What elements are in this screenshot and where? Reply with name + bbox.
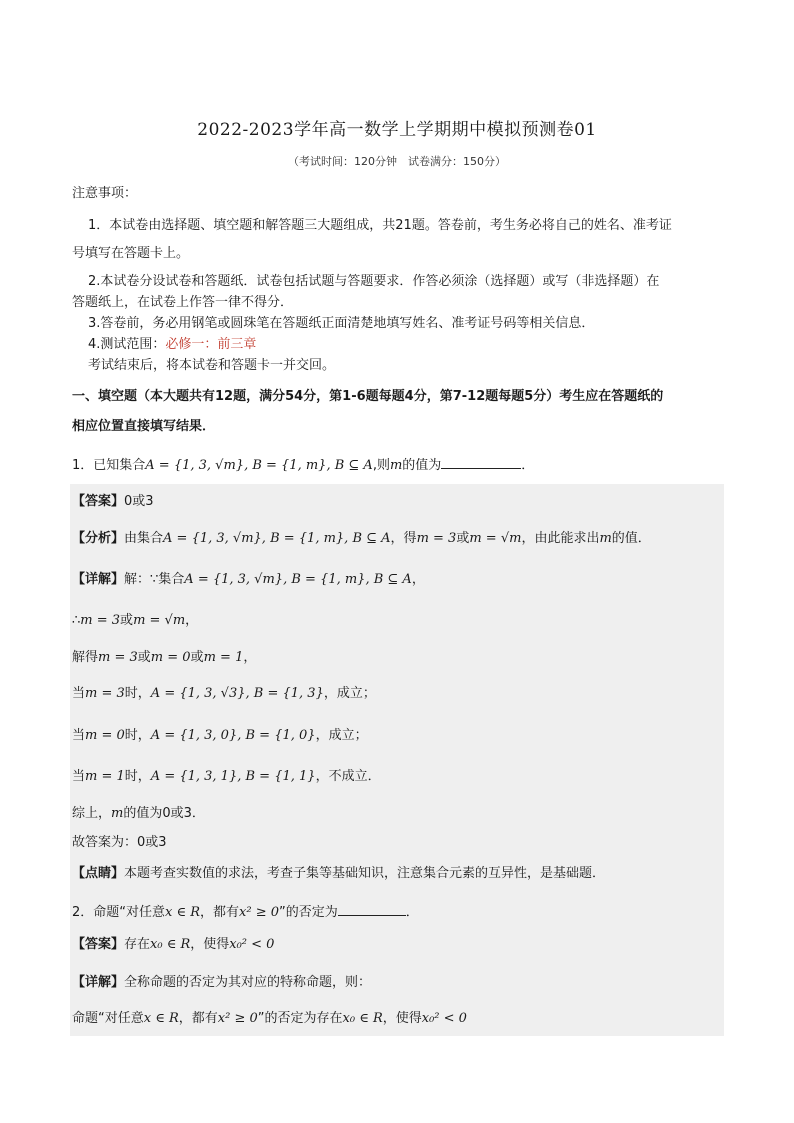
notice-item-1b: 号填写在答题卡上。 <box>72 246 190 261</box>
q2-conclusion: 命题“对任意x ∈ R，都有x² ≥ 0”的否定为存在x₀ ∈ R，使得x₀² < 0 <box>72 1011 467 1026</box>
q1-analysis: 【分析】由集合A = {1, 3, √m}, B = {1, m}, B ⊆ A，得m = 3或m = √m，由此能求出m的值． <box>72 531 651 546</box>
answer-blank <box>338 903 406 916</box>
notice-item-3: 3.答卷前，务必用钢笔或圆珠笔在答题纸正面清楚地填写姓名、准考证号码等相关信息． <box>88 316 595 331</box>
q1-case-3: 当m = 1时，A = {1, 3, 1}, B = {1, 1}，不成立． <box>72 769 381 784</box>
notice-item-4 <box>88 337 256 353</box>
answer-blank <box>441 456 521 469</box>
q1-step-1: ∴m = 3或m = √m， <box>72 613 199 628</box>
set-expression: A = {1, 3, √m} <box>145 458 245 473</box>
notice-heading: 注意事项： <box>72 186 138 201</box>
notice-item-2b: 答题纸上，在试卷上作答一律不得分． <box>72 295 294 310</box>
q2-answer: 【答案】存在x₀ ∈ R，使得x₀² < 0 <box>72 937 275 952</box>
q1-final-answer: 故答案为：0或3 <box>72 835 167 850</box>
q2-detail: 【详解】全称命题的否定为其对应的特称命题，则： <box>72 975 372 990</box>
q1-case-1: 当m = 3时，A = {1, 3, √3}, B = {1, 3}，成立； <box>72 686 376 701</box>
page-title: 2022-2023学年高一数学上学期期中模拟预测卷01 <box>197 120 597 140</box>
notice-item-2a: 2.本试卷分设试卷和答题纸．试卷包括试题与答题要求．作答必须涂（选择题）或写（非选择题）在 <box>88 274 660 289</box>
scope-label: 4.测试范围： <box>88 337 166 352</box>
q1-answer: 【答案】0或3 <box>72 494 154 509</box>
exam-subtitle: （考试时间：120分钟 试卷满分：150分） <box>288 155 506 168</box>
notice-item-5: 考试结束后，将本试卷和答题卡一并交回。 <box>88 358 336 373</box>
answer-band <box>70 484 724 520</box>
question-2: 2．命题“对任意x ∈ R，都有x² ≥ 0”的否定为 ． <box>72 905 419 920</box>
q1-step-2: 解得m = 3或m = 0或m = 1， <box>72 650 257 665</box>
notice-item-1a: 1．本试卷由选择题、填空题和解答题三大题组成，共21题。答卷前，考生务必将自己的姓名、准考证 <box>88 218 672 233</box>
question-1: 1．已知集合A = {1, 3, √m}, B = {1, m}, B ⊆ A,则m的值为 ． <box>72 458 535 473</box>
q1-detail: 【详解】解：∵集合A = {1, 3, √m}, B = {1, m}, B ⊆ A， <box>72 572 425 587</box>
scope-value: 必修一：前三章 <box>165 337 257 352</box>
section-heading-a: 一、填空题（本大题共有12题，满分54分，第1-6题每题4分，第7-12题每题5分）考生应在答题纸的 <box>72 389 664 404</box>
q1-remark: 【点睛】本题考查实数值的求法，考查子集等基础知识，注意集合元素的互异性，是基础题． <box>72 866 606 881</box>
section-heading-b: 相应位置直接填写结果． <box>72 419 216 434</box>
q1-case-2: 当m = 0时，A = {1, 3, 0}, B = {1, 0}，成立； <box>72 728 368 743</box>
q1-summary: 综上，m的值为0或3． <box>72 806 205 821</box>
